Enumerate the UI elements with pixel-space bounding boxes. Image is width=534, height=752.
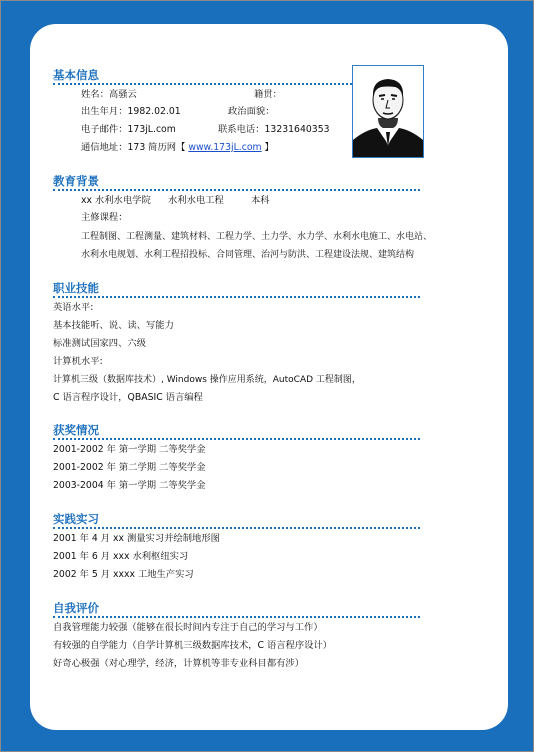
self-evaluation-section	[53, 601, 420, 673]
award-line: 2003-2004 年 第一学期 二等奖学金	[53, 480, 206, 491]
practice-line: 2001 年 4 月 xx 测量实习并绘制地形图	[53, 533, 220, 544]
skill-line: 英语水平:	[53, 302, 94, 313]
birth-date-field: 出生年月：1982.02.01	[81, 106, 181, 117]
self-evaluation-line: 有较强的自学能力（自学计算机三级数据库技术，C 语言程序设计）	[53, 640, 333, 651]
skill-line: 标准测试国家四、六级	[53, 338, 146, 349]
section-title-basic: 基本信息	[53, 68, 99, 82]
practice-line: 2001 年 6 月 xxx 水利枢纽实习	[53, 551, 189, 562]
courses-label: 主修课程：	[81, 212, 128, 223]
awards-section	[53, 423, 420, 495]
major-name: 水利水电工程	[168, 195, 224, 206]
address-prefix: 通信地址：173 简历网【	[81, 142, 186, 153]
address-field	[81, 142, 274, 154]
degree-level: 本科	[251, 195, 270, 206]
skill-line: 计算机三级（数据库技术）, Windows 操作应用系统，AutoCAD 工程制图，	[53, 375, 361, 385]
self-evaluation-line: 自我管理能力较强（能够在很长时间内专注于自己的学习与工作）	[53, 622, 323, 633]
phone-field: 联系电话：13231640353	[218, 124, 330, 135]
award-line: 2001-2002 年 第二学期 二等奖学金	[53, 462, 206, 473]
address-suffix: 】	[264, 142, 274, 153]
section-divider	[53, 527, 420, 529]
education-section	[53, 174, 420, 191]
section-title-self: 自我评价	[53, 601, 99, 615]
school-name: xx 水利水电学院	[81, 195, 151, 206]
section-divider	[53, 438, 420, 440]
skill-line: 基本技能听、说、读、写能力	[53, 320, 174, 331]
skills-section	[53, 281, 420, 407]
skill-line: 计算机水平:	[53, 356, 103, 367]
political-status-field: 政治面貌：	[228, 106, 275, 117]
website-link[interactable]: www.173jL.com	[188, 142, 262, 153]
email-field: 电子邮件：173jL.com	[81, 124, 176, 135]
section-divider	[53, 616, 420, 618]
section-title-skills: 职业技能	[53, 281, 99, 295]
award-line: 2001-2002 年 第一学期 二等奖学金	[53, 444, 206, 455]
self-evaluation-line: 好奇心极强（对心理学，经济，计算机等非专业科目都有涉）	[53, 658, 305, 669]
courses-line: 工程制图、工程测量、建筑材料、工程力学、土力学、水力学、水利水电施工、水电站、	[81, 232, 433, 242]
name-field: 姓名：高骚云	[81, 89, 137, 100]
section-title-practice: 实践实习	[53, 512, 99, 526]
section-divider	[53, 189, 420, 191]
practice-section	[53, 512, 420, 584]
practice-line: 2002 年 5 月 xxxx 工地生产实习	[53, 569, 194, 580]
native-place-field: 籍贯：	[254, 89, 282, 100]
section-title-awards: 获奖情况	[53, 423, 99, 437]
section-divider	[53, 296, 420, 298]
profile-photo	[352, 65, 424, 158]
skill-line: C 语言程序设计，QBASIC 语言编程	[53, 392, 203, 403]
courses-line: 水利水电规划、水利工程招投标、合同管理、治河与防洪、工程建设法规、建筑结构	[81, 250, 415, 260]
portrait-illustration	[353, 66, 423, 157]
section-title-education: 教育背景	[53, 174, 99, 188]
